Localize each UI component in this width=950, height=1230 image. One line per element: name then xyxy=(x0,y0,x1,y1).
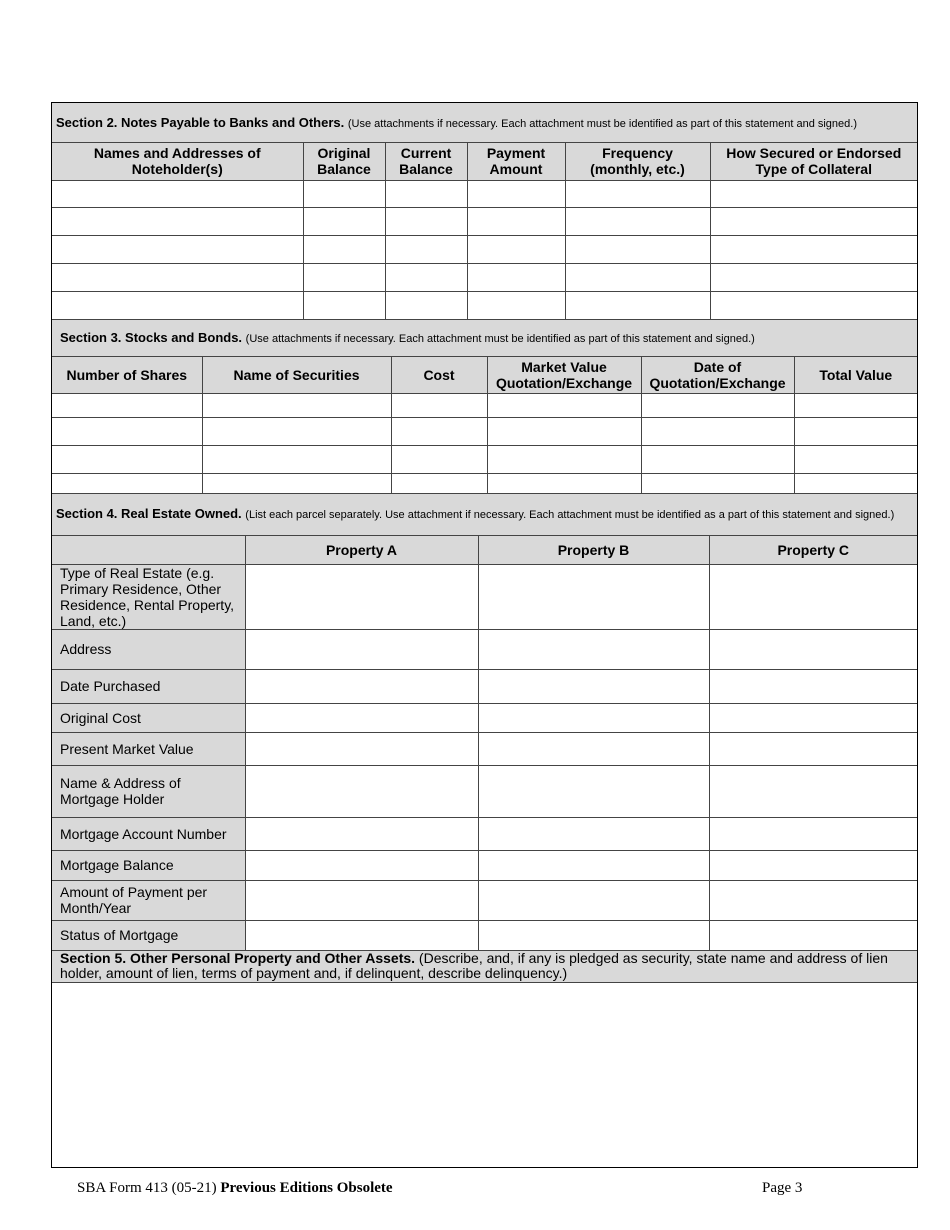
col-property-c: Property C xyxy=(709,535,917,564)
sba-form-page xyxy=(51,102,918,1168)
row-status-of-mortgage: Status of Mortgage xyxy=(52,920,245,950)
section3-heading: Section 3. Stocks and Bonds. (Use attachments if necessary. Each attachment must be identified as part of this statement and signed.) xyxy=(52,320,917,357)
row-mortgage-balance: Mortgage Balance xyxy=(52,850,245,880)
table-row[interactable] xyxy=(52,263,917,291)
row-mortgage-account-number: Mortgage Account Number xyxy=(52,817,245,850)
table-row[interactable] xyxy=(52,180,917,207)
row-present-market-value: Present Market Value xyxy=(52,732,245,765)
col-name-of-securities: Name of Securities xyxy=(202,357,391,394)
col-payment-amount: Payment Amount xyxy=(467,142,565,180)
row-mortgage-holder: Name & Address of Mortgage Holder xyxy=(52,765,245,817)
col-property-a: Property A xyxy=(245,535,478,564)
section4-heading: Section 4. Real Estate Owned. (List each parcel separately. Use attachment if necessary. Each attachment must be identified as a part of this statement and signed.) xyxy=(52,494,917,535)
col-collateral: How Secured or Endorsed Type of Collateral xyxy=(710,142,917,180)
table-row[interactable] xyxy=(52,394,917,418)
col-original-balance: Original Balance xyxy=(303,142,385,180)
section5-heading: Section 5. Other Personal Property and Other Assets. (Describe, and, if any is pledged as security, state name and address of lien holder, amount of lien, terms of payment and, if delinquent, describe delinquency.) xyxy=(52,951,917,983)
table-row[interactable] xyxy=(52,418,917,446)
row-type-of-real-estate: Type of Real Estate (e.g. Primary Residence, Other Residence, Rental Property, Land, etc.) xyxy=(52,564,245,629)
col-market-value: Market Value Quotation/Exchange xyxy=(487,357,641,394)
col-total-value: Total Value xyxy=(794,357,917,394)
col-cost: Cost xyxy=(391,357,487,394)
col-frequency: Frequency (monthly, etc.) xyxy=(565,142,710,180)
section5-description-area[interactable] xyxy=(52,983,917,1169)
row-payment-per-month-year: Amount of Payment per Month/Year xyxy=(52,880,245,920)
footer-page-number: Page 3 xyxy=(762,1180,803,1196)
col-number-of-shares: Number of Shares xyxy=(52,357,202,394)
row-address: Address xyxy=(52,629,245,669)
table-row[interactable] xyxy=(52,235,917,263)
col-current-balance: Current Balance xyxy=(385,142,467,180)
footer-form-id: SBA Form 413 (05-21) Previous Editions Obsolete xyxy=(77,1180,393,1196)
table-row[interactable] xyxy=(52,207,917,235)
col-noteholder: Names and Addresses of Noteholder(s) xyxy=(52,142,303,180)
row-date-purchased: Date Purchased xyxy=(52,669,245,703)
col-date-of-quotation: Date of Quotation/Exchange xyxy=(641,357,794,394)
row-original-cost: Original Cost xyxy=(52,703,245,732)
section3-table xyxy=(52,320,917,495)
section2-table xyxy=(52,103,917,320)
table-row[interactable] xyxy=(52,474,917,494)
table-row[interactable] xyxy=(52,446,917,474)
section4-table xyxy=(52,494,917,951)
section5-table xyxy=(52,951,917,1169)
col-property-b: Property B xyxy=(478,535,709,564)
input-cell[interactable] xyxy=(52,180,303,207)
section2-heading: Section 2. Notes Payable to Banks and Others. (Use attachments if necessary. Each attachment must be identified as part of this statement and signed.) xyxy=(52,103,917,142)
table-row[interactable] xyxy=(52,291,917,319)
